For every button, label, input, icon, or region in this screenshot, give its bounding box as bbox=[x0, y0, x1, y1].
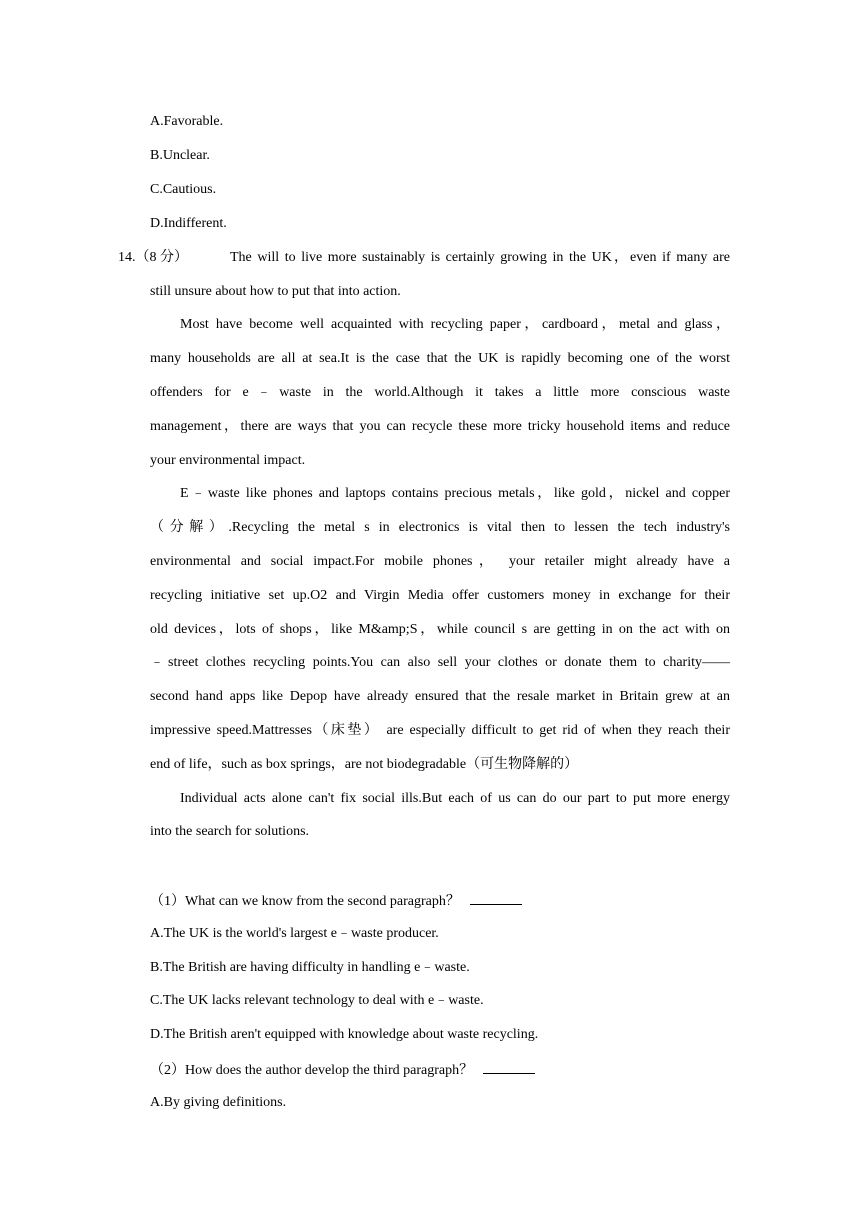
paragraph-3-line: end of life，such as box springs，are not biodegradable（可生物降解的） bbox=[150, 757, 579, 772]
paragraph-2-line: offenders for e﹣waste in the world.Although it takes a little more conscious waste bbox=[150, 385, 730, 400]
paragraph-3-line: recycling initiative set up.O2 and Virgin Media offer customers money in exchange for their bbox=[150, 588, 730, 603]
paragraph-1-line: The will to live more sustainably is certainly growing in the UK，even if many are bbox=[230, 250, 730, 265]
paragraph-1-line: still unsure about how to put that into action. bbox=[150, 284, 401, 299]
paragraph-3-line: E﹣waste like phones and laptops contains precious metals，like gold，nickel and copper bbox=[180, 486, 730, 501]
sub1-option-c: C.The UK lacks relevant technology to deal with e﹣waste. bbox=[150, 993, 484, 1008]
option-d: D.Indifferent. bbox=[150, 216, 227, 231]
paragraph-3-line: impressive speed.Mattresses（床垫） are especially difficult to get rid of when they reach their bbox=[150, 723, 730, 738]
sub-question-2 bbox=[150, 1059, 535, 1081]
sub-question-1 bbox=[150, 890, 522, 912]
paragraph-2-line: management，there are ways that you can recycle these more tricky household items and reduce bbox=[150, 419, 730, 434]
paragraph-2-line: Most have become well acquainted with recycling paper，cardboard，metal and glass， bbox=[180, 317, 730, 332]
paragraph-3-line: second hand apps like Depop have already ensured that the resale market in Britain grew at an bbox=[150, 689, 730, 704]
paragraph-2-line: many households are all at sea.It is the case that the UK is rapidly becoming one of the worst bbox=[150, 351, 730, 366]
sub1-option-a: A.The UK is the world's largest e﹣waste producer. bbox=[150, 926, 439, 941]
sub-question-1-text: （1）What can we know from the second paragraph？ bbox=[150, 894, 460, 909]
question-number: 14.（8 分） bbox=[118, 250, 188, 265]
answer-blank[interactable] bbox=[470, 890, 522, 905]
paragraph-3-line: old devices，lots of shops，like M&amp;S，while council s are getting in on the act with on bbox=[150, 622, 730, 637]
sub1-option-d: D.The British aren't equipped with knowledge about waste recycling. bbox=[150, 1027, 539, 1042]
paragraph-4-line: Individual acts alone can't fix social ills.But each of us can do our part to put more energy bbox=[180, 791, 730, 806]
sub-question-2-text: （2）How does the author develop the third paragraph？ bbox=[150, 1063, 474, 1078]
paragraph-2-line: your environmental impact. bbox=[150, 453, 306, 468]
option-a: A.Favorable. bbox=[150, 114, 224, 129]
answer-blank[interactable] bbox=[483, 1059, 535, 1074]
paragraph-3-line: environmental and social impact.For mobile phones， your retailer might already have a bbox=[150, 554, 730, 569]
paragraph-3-line: ﹣street clothes recycling points.You can also sell your clothes or donate them to charity—— bbox=[150, 655, 730, 670]
paragraph-3-line: （分解）.Recycling the metal s in electronics is vital then to lessen the tech industry's bbox=[150, 520, 730, 535]
paragraph-4-line: into the search for solutions. bbox=[150, 824, 310, 839]
sub2-option-a: A.By giving definitions. bbox=[150, 1095, 287, 1110]
option-b: B.Unclear. bbox=[150, 148, 210, 163]
option-c: C.Cautious. bbox=[150, 182, 217, 197]
sub1-option-b: B.The British are having difficulty in handling e﹣waste. bbox=[150, 960, 470, 975]
